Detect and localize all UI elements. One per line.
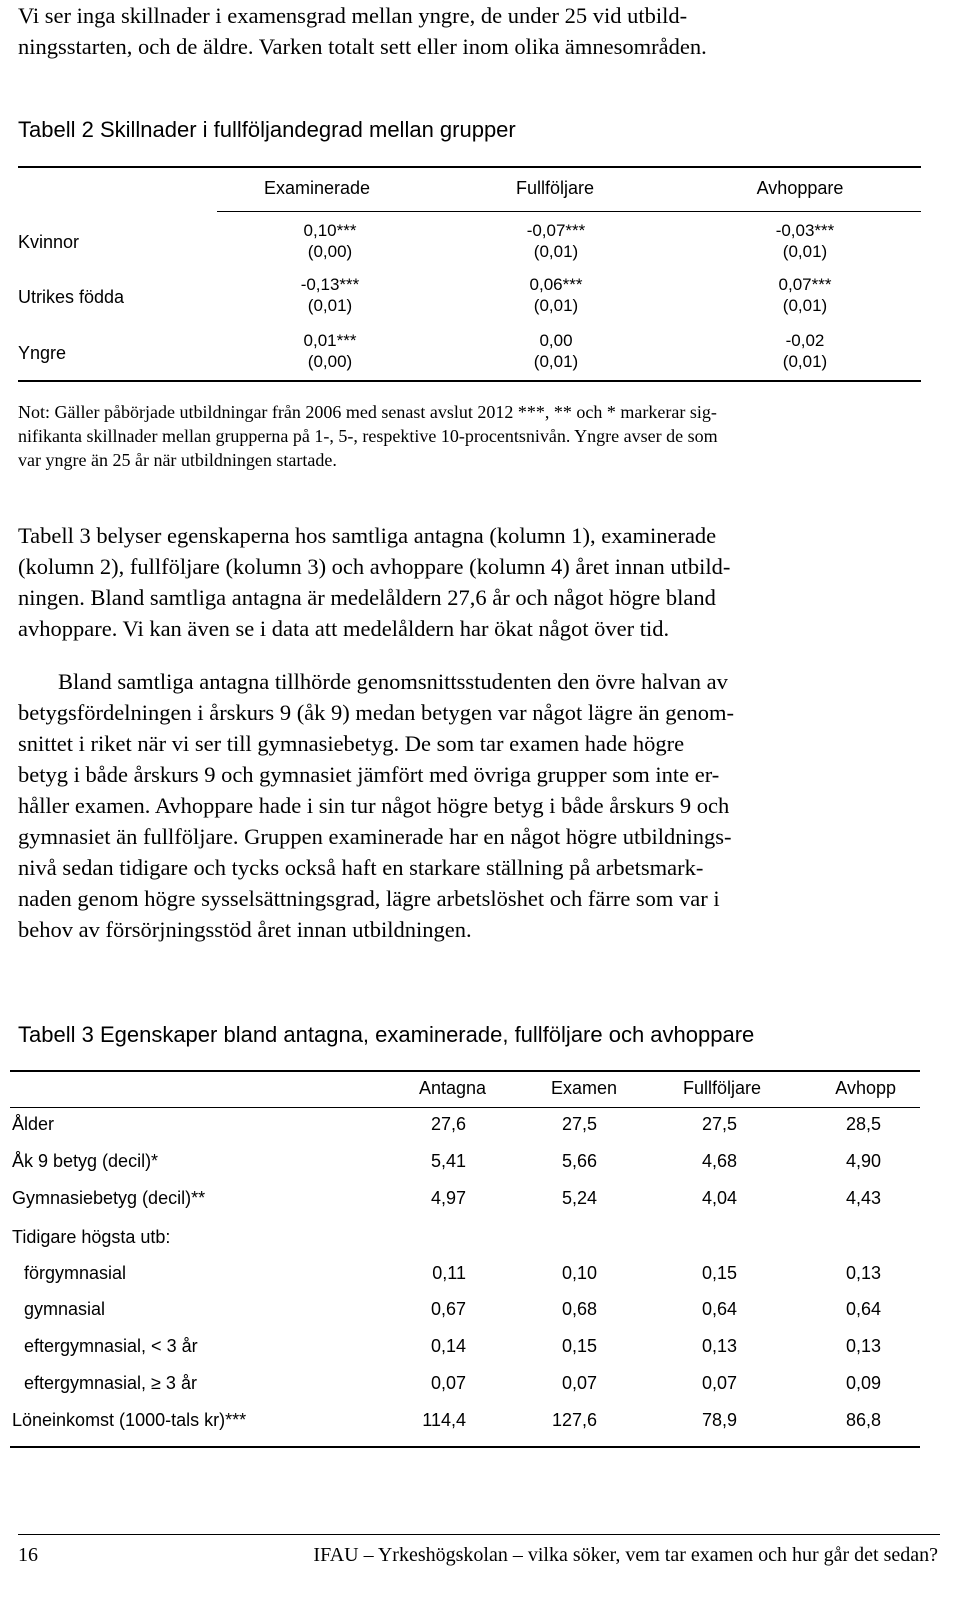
table3-col-header: Antagna — [418, 1078, 486, 1098]
table3-cell: 86,8 — [845, 1410, 881, 1430]
std-error: (0,01) — [533, 242, 579, 261]
table3-cell: 4,97 — [430, 1188, 466, 1208]
std-error: (0,01) — [782, 296, 828, 315]
table2-cell — [260, 330, 400, 372]
table3-cell: 0,13 — [845, 1336, 881, 1356]
table2-header-rule — [217, 211, 921, 212]
note-line: nifikanta skillnader mellan grupperna på 1-, 5-, respektive 10-procentsnivån. Yngre avser de som — [18, 426, 718, 446]
table3-cell: 27,5 — [561, 1114, 597, 1134]
table3-cell: 0,67 — [430, 1299, 466, 1319]
table3-row-label: Åk 9 betyg (decil)* — [12, 1151, 159, 1171]
coef: 0,10*** — [303, 221, 357, 240]
std-error: (0,00) — [307, 242, 353, 261]
body-line: naden genom högre sysselsättningsgrad, lägre arbetslöshet och färre som var i — [18, 886, 720, 911]
std-error: (0,01) — [782, 242, 828, 261]
note-line: var yngre än 25 år när utbildningen startade. — [18, 450, 337, 470]
table3-cell: 5,66 — [561, 1151, 597, 1171]
table2-top-rule — [18, 166, 921, 168]
footer-rule — [18, 1534, 940, 1535]
table3-cell: 0,07 — [430, 1373, 466, 1393]
coef: -0,07*** — [526, 221, 586, 240]
table3-bottom-rule — [10, 1446, 920, 1448]
body-line: Bland samtliga antagna tillhörde genomsnittsstudenten den övre halvan av — [58, 669, 728, 694]
std-error: (0,01) — [307, 296, 353, 315]
table2-cell — [486, 274, 626, 316]
table3-cell: 4,68 — [701, 1151, 737, 1171]
table3-cell: 4,04 — [701, 1188, 737, 1208]
table3-cell: 0,64 — [701, 1299, 737, 1319]
body-line: betyg i både årskurs 9 och gymnasiet jämfört med övriga grupper som inte er- — [18, 762, 720, 787]
page-number: 16 — [18, 1544, 38, 1566]
table3-cell: 0,09 — [845, 1373, 881, 1393]
table3-cell: 0,13 — [845, 1263, 881, 1283]
intro-line: ningsstarten, och de äldre. Varken totalt sett eller inom olika ämnesområden. — [18, 34, 707, 59]
table3-cell: 114,4 — [422, 1410, 466, 1430]
table3-cell: 0,64 — [845, 1299, 881, 1319]
coef: 0,06*** — [529, 275, 583, 294]
table3-row-label: förgymnasial — [24, 1263, 127, 1283]
body-paragraph-2 — [18, 666, 940, 945]
table2-cell — [486, 220, 626, 262]
table2-cell — [486, 330, 626, 372]
intro-line: Vi ser inga skillnader i examensgrad mellan yngre, de under 25 vid utbild- — [18, 3, 688, 28]
table3-cell: 4,43 — [845, 1188, 881, 1208]
coef: 0,07*** — [778, 275, 832, 294]
table2-note — [18, 400, 940, 472]
body-line: betygsfördelningen i årskurs 9 (åk 9) medan betygen var något lägre än genom- — [18, 700, 735, 725]
table3-row-label: Löneinkomst (1000-tals kr)*** — [12, 1410, 247, 1430]
table2-row-label: Kvinnor — [18, 232, 80, 252]
table3-row-label: gymnasial — [24, 1299, 106, 1319]
table3-cell: 5,41 — [430, 1151, 466, 1171]
table3-cell: 0,13 — [701, 1336, 737, 1356]
table3-row-label: Gymnasiebetyg (decil)** — [12, 1188, 206, 1208]
table3-cell: 0,07 — [561, 1373, 597, 1393]
table3-cell: 27,5 — [701, 1114, 737, 1134]
table3-cell: 27,6 — [430, 1114, 466, 1134]
table3-title: Tabell 3 Egenskaper bland antagna, examinerade, fullföljare och avhoppare — [18, 1022, 755, 1047]
body-line: snittet i riket när vi ser till gymnasiebetyg. De som tar examen hade högre — [18, 731, 685, 756]
table3-top-rule — [10, 1070, 920, 1072]
table2-bottom-rule — [18, 380, 921, 382]
table2-cell — [260, 220, 400, 262]
running-footer: IFAU – Yrkeshögskolan – vilka söker, vem tar examen och hur går det sedan? — [313, 1544, 938, 1566]
table3-cell: 78,9 — [701, 1410, 737, 1430]
body-line: behov av försörjningsstöd året innan utbildningen. — [18, 917, 472, 942]
std-error: (0,01) — [533, 352, 579, 371]
table2-row-label: Yngre — [18, 343, 67, 363]
body-line: ningen. Bland samtliga antagna är medelåldern 27,6 år och något högre bland — [18, 585, 716, 610]
table2-cell — [735, 274, 875, 316]
coef: -0,03*** — [775, 221, 835, 240]
table3-row-label: eftergymnasial, < 3 år — [24, 1336, 198, 1356]
table2-cell — [735, 220, 875, 262]
table3-col-header: Examen — [550, 1078, 617, 1098]
table3-cell: 127,6 — [551, 1410, 597, 1430]
table3-row-label: Ålder — [12, 1114, 55, 1134]
table2-col-header: Fullföljare — [515, 178, 595, 198]
body-line: Tabell 3 belyser egenskaperna hos samtliga antagna (kolumn 1), examinerade — [18, 523, 717, 548]
note-line: Not: Gäller påbörjade utbildningar från 2006 med senast avslut 2012 ***, ** och * markerar sig- — [18, 402, 717, 422]
coef: 0,01*** — [303, 331, 357, 350]
table2-col-header: Avhoppare — [756, 178, 844, 198]
table3-cell: 0,15 — [561, 1336, 597, 1356]
coef: -0,02 — [785, 331, 825, 350]
table3-col-header: Fullföljare — [682, 1078, 761, 1098]
intro-paragraph — [18, 0, 940, 62]
body-line: nivå sedan tidigare och tycks också haft en starkare ställning på arbetsmark- — [18, 855, 704, 880]
body-line: (kolumn 2), fullföljare (kolumn 3) och avhoppare (kolumn 4) året innan utbild- — [18, 554, 731, 579]
body-paragraph-1 — [18, 520, 940, 644]
table3-cell: 0,14 — [430, 1336, 466, 1356]
std-error: (0,01) — [533, 296, 579, 315]
table3-row-label: eftergymnasial, ≥ 3 år — [24, 1373, 197, 1393]
table2-cell — [260, 274, 400, 316]
body-line: avhoppare. Vi kan även se i data att medelåldern har ökat något över tid. — [18, 616, 670, 641]
table3-cell: 0,07 — [701, 1373, 737, 1393]
table3-col-header: Avhopp — [835, 1078, 896, 1098]
table3-cell: 0,10 — [561, 1263, 597, 1283]
table2-title: Tabell 2 Skillnader i fullföljandegrad mellan grupper — [18, 117, 516, 142]
table3-cell: 28,5 — [845, 1114, 881, 1134]
table2-col-header: Examinerade — [263, 178, 371, 198]
coef: 0,00 — [539, 331, 573, 350]
body-line: gymnasiet än fullföljare. Gruppen examinerade har en något högre utbildnings- — [18, 824, 732, 849]
table3-cell: 0,15 — [701, 1263, 737, 1283]
std-error: (0,01) — [782, 352, 828, 371]
table3-cell: 4,90 — [845, 1151, 881, 1171]
table2-cell — [735, 330, 875, 372]
table3-cell: 5,24 — [561, 1188, 597, 1208]
std-error: (0,00) — [307, 352, 353, 371]
coef: -0,13*** — [300, 275, 360, 294]
table3-cell: 0,68 — [561, 1299, 597, 1319]
table3-section-label: Tidigare högsta utb: — [12, 1227, 171, 1247]
table3-cell: 0,11 — [432, 1263, 466, 1283]
table3-header-rule — [10, 1107, 920, 1108]
body-line: håller examen. Avhoppare hade i sin tur något högre betyg i både årskurs 9 och — [18, 793, 730, 818]
table2-row-label: Utrikes födda — [18, 287, 125, 307]
